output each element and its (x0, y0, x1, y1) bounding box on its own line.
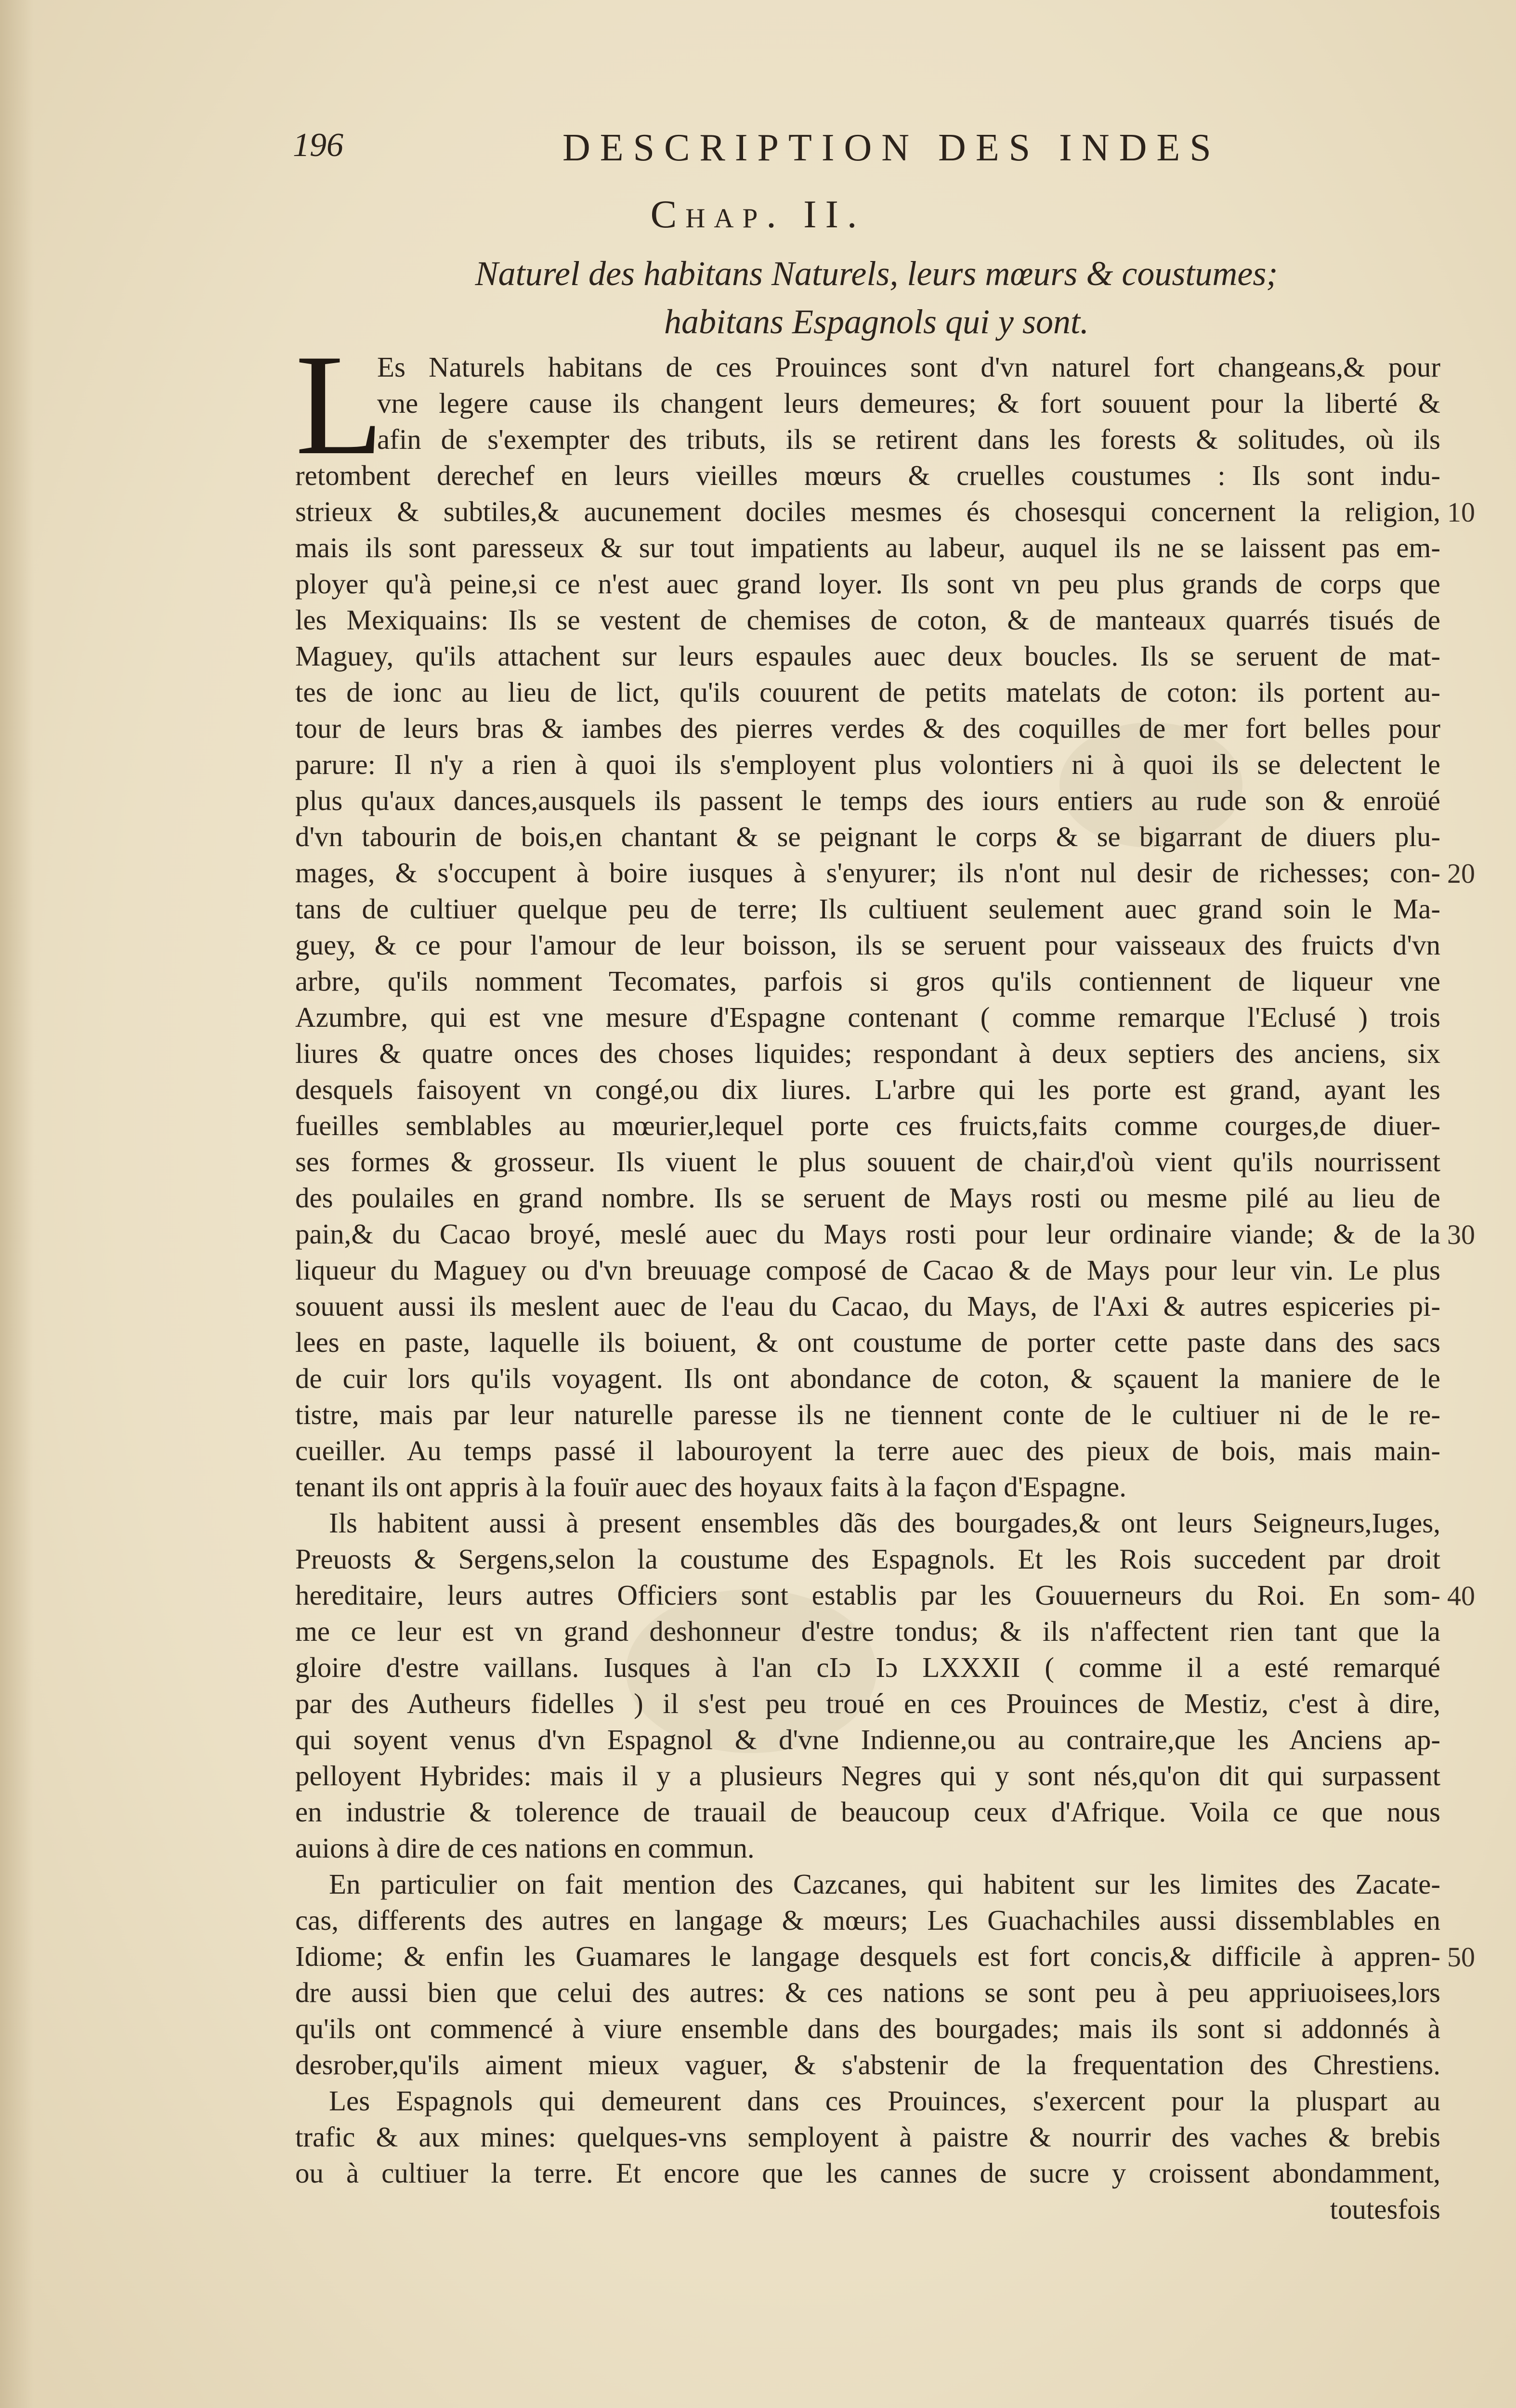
text-line: Es Naturels habitans de ces Prouinces sont d'vn naturel fort changeans,& pour (377, 351, 1440, 383)
text-line: dre aussi bien que celui des autres: & ces nations se sont peu à peu appriuoisees,lors (295, 1976, 1440, 2008)
text-line: Ils habitent aussi à present ensembles dãs des bourgades,& ont leurs Seigneurs,Iuges, (329, 1507, 1440, 1539)
text-line: trafic & aux mines: quelques-vns semployent à paistre & nourrir des vaches & brebis (295, 2121, 1440, 2153)
text-line: gloire d'estre vaillans. Iusques à l'an cIɔ Iɔ LXXXII ( comme il a esté remarqué (295, 1651, 1440, 1683)
text-line: En particulier on fait mention des Cazcanes, qui habitent sur les limites des Zacate- (329, 1868, 1440, 1900)
text-line: ployer qu'à peine,si ce n'est auec grand loyer. Ils sont vn peu plus grands de corps que (295, 568, 1440, 600)
text-line: mais ils sont paresseux & sur tout impatients au labeur, auquel ils ne se laissent pas em- (295, 532, 1440, 563)
text-line: ou à cultiuer la terre. Et encore que les cannes de sucre y croissent abondamment, (295, 2157, 1440, 2189)
body-text (295, 325, 1440, 2227)
text-line: tistre, mais par leur naturelle paresse ils ne tiennent conte de le cultiuer ni de le re- (295, 1399, 1440, 1430)
text-line: strieux & subtiles,& aucunement dociles mesmes és chosesqui concernent la religion, (295, 496, 1440, 527)
text-line: tenant ils ont appris à la fouïr auec des hoyaux faits à la façon d'Espagne. (295, 1471, 1126, 1503)
text-line: Idiome; & enfin les Guamares le langage desquels est fort concis,& difficile à appren- (295, 1940, 1440, 1972)
text-line: d'vn tabourin de bois,en chantant & se peignant le corps & se bigarrant de diuers plu- (295, 821, 1440, 852)
text-line: ses formes & grosseur. Ils viuent le plus souuent de chair,d'où vient qu'ils nourrissent (295, 1146, 1440, 1178)
text-line: qu'ils ont commencé à viure ensemble dans des bourgades; mais ils sont si addonnés à (295, 2013, 1440, 2044)
subtitle-line: habitans Espagnols qui y sont. (664, 302, 1089, 341)
text-line: fueilles semblables au mœurier,lequel porte ces fruicts,faits comme courges,de diuer- (295, 1110, 1440, 1141)
text-line: desquels faisoyent vn congé,ou dix liures. L'arbre qui les porte est grand, ayant les (295, 1073, 1440, 1105)
text-line: tour de leurs bras & iambes des pierres verdes & des coquilles de mer fort belles pour (295, 712, 1440, 744)
text-line: qui soyent venus d'vn Espagnol & d'vne Indienne,ou au contraire,que les Anciens ap- (295, 1724, 1440, 1755)
text-line: afin de s'exempter des tributs, ils se retirent dans les forests & solitudes, où ils (377, 423, 1440, 455)
subtitle-line: Naturel des habitans Naturels, leurs mœurs & coustumes; (475, 254, 1278, 293)
text-line: Les Espagnols qui demeurent dans ces Prouinces, s'exercent pour la pluspart au (329, 2085, 1440, 2117)
text-line: par des Autheurs fidelles ) il s'est peu troué en ces Prouinces de Mestiz, c'est à dire, (295, 1688, 1440, 1719)
catchword: toutesfois (1330, 2193, 1440, 2225)
text-line: cas, differents des autres en langage & mœurs; Les Guachachiles aussi dissemblables en (295, 1904, 1440, 1936)
text-line: Preuosts & Sergens,selon la coustume des Espagnols. Et les Rois succedent par droit (295, 1543, 1440, 1575)
text-line: de cuir lors qu'ils voyagent. Ils ont abondance de coton, & sçauent la maniere de le (295, 1362, 1440, 1394)
page-gutter-shadow (0, 0, 34, 2408)
text-line: Maguey, qu'ils attachent sur leurs espaules auec deux boucles. Ils se seruent de mat- (295, 640, 1440, 672)
text-line: pain,& du Cacao broyé, meslé auec du Mays rosti pour leur ordinaire viande; & de la (295, 1218, 1440, 1250)
line-number-marker: 40 (1447, 1580, 1475, 1611)
text-line: retombent derechef en leurs vieilles mœurs & cruelles coustumes : Ils sont indu- (295, 459, 1440, 491)
text-line: plus qu'aux dances,ausquels ils passent le temps des iours entiers au rude son & enroüé (295, 785, 1440, 816)
text-line: tans de cultiuer quelque peu de terre; Ils cultiuent seulement auec grand soin le Ma- (295, 893, 1440, 925)
drop-cap: L (295, 325, 384, 484)
text-line: arbre, qu'ils nomment Tecomates, parfois si gros qu'ils contiennent de liqueur vne (295, 965, 1440, 997)
line-number-marker: 30 (1447, 1219, 1475, 1250)
text-line: pelloyent Hybrides: mais il y a plusieurs Negres qui y sont nés,qu'on dit qui surpassent (295, 1760, 1440, 1792)
text-line: lees en paste, laquelle ils boiuent, & ont coustume de porter cette paste dans des sacs (295, 1326, 1440, 1358)
text-line: cueiller. Au temps passé il labouroyent la terre auec des pieux de bois, mais main- (295, 1435, 1440, 1466)
line-number-marker: 10 (1447, 497, 1475, 528)
text-line: vne legere cause ils changent leurs demeures; & fort souuent pour la liberté & (377, 387, 1440, 419)
text-line: tes de ionc au lieu de lict, qu'ils couurent de petits matelats de coton: ils portent au- (295, 676, 1440, 708)
chapter-subtitle (299, 249, 1454, 346)
text-line: en industrie & tolerence de trauail de beaucoup ceux d'Afrique. Voila ce que nous (295, 1796, 1440, 1828)
line-number-marker: 20 (1447, 858, 1475, 889)
text-line: les Mexiquains: Ils se vestent de chemises de coton, & de manteaux quarrés tisués de (295, 604, 1440, 636)
text-line: desrober,qu'ils aiment mieux vaguer, & s'abstenir de la frequentation des Chrestiens. (295, 2049, 1440, 2081)
line-number-marker: 50 (1447, 1941, 1475, 1973)
text-line: liqueur du Maguey ou d'vn breuuage composé de Cacao & de Mays pour leur vin. Le plus (295, 1254, 1440, 1286)
text-line: auions à dire de ces nations en commun. (295, 1832, 755, 1864)
text-line: des poulailes en grand nombre. Ils se seruent de Mays rosti ou mesme pilé au lieu de (295, 1182, 1440, 1214)
chapter-heading: Chap. II. (650, 192, 866, 236)
text-line: liures & quatre onces des choses liquides; respondant à deux septiers des anciens, six (295, 1037, 1440, 1069)
text-line: guey, & ce pour l'amour de leur boisson, ils se seruent pour vaisseaux des fruicts d'vn (295, 929, 1440, 961)
running-head (293, 126, 1453, 179)
text-line: Azumbre, qui est vne mesure d'Espagne contenant ( comme remarque l'Eclusé ) trois (295, 1001, 1440, 1033)
page-number: 196 (293, 127, 343, 164)
text-line: hereditaire, leurs autres Officiers sont establis par les Gouuerneurs du Roi. En som- (295, 1579, 1440, 1611)
text-line: souuent aussi ils meslent auec de l'eau du Cacao, du Mays, de l'Axi & autres espiceries pi- (295, 1290, 1440, 1322)
text-line: mages, & s'occupent à boire iusques à s'enyurer; ils n'ont nul desir de richesses; con- (295, 857, 1440, 889)
text-line: parure: Il n'y a rien à quoi ils s'employent plus volontiers ni à quoi ils se delectent le (295, 748, 1440, 780)
text-line: me ce leur est vn grand deshonneur d'estre tondus; & ils n'affectent rien tant que la (295, 1615, 1440, 1647)
running-title: DESCRIPTION DES INDES (562, 127, 1221, 169)
